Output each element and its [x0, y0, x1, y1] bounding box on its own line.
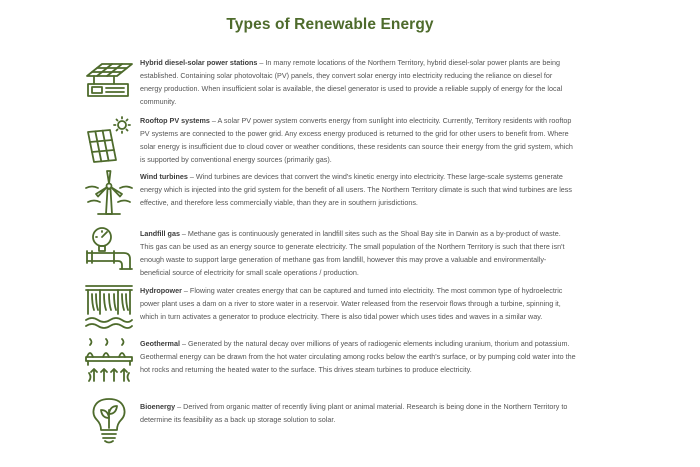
- energy-entry-heading: Hydropower: [140, 286, 182, 295]
- page-title: Types of Renewable Energy: [226, 16, 434, 33]
- energy-entry-body: – A solar PV power system converts energy from sunlight into electricity. Currently, Territory residents with rooftop PV systems are connected to the power grid. Any excess energy produced is returned to the grid for other users to benefit from. Where solar energy is insufficient due to cloud cover or weather conditions, these residents can source their energy from the grid system, which is supported by conventional energy sources (primarily gas).: [140, 116, 573, 164]
- energy-entry-text: [140, 171, 576, 210]
- energy-entry-body: – In many remote locations of the Northern Territory, hybrid diesel-solar power plants are being established. Containing solar photovoltaic (PV) panels, they convert solar energy into electricity reducing the reliance on diesel for energy production. When insufficient solar is available, the diesel generator is used to provide a reliable supply of energy for the local community.: [140, 58, 563, 106]
- rooftop-solar-panel-icon: [84, 116, 134, 166]
- geothermal-plant-icon: [84, 335, 134, 385]
- energy-entry-text: [140, 115, 576, 167]
- energy-entry-text: [140, 338, 576, 377]
- energy-entry-heading: Geothermal: [140, 339, 180, 348]
- energy-entry-text: [140, 285, 576, 324]
- energy-entry-heading: Landfill gas: [140, 229, 180, 238]
- energy-entry-body: – Generated by the natural decay over millions of years of radiogenic elements including uranium, thorium and potassium. Geothermal energy can be drawn from the hot water circulating among rocks below the earth's surface, or by pumping cold water into the hot rocks and returning the heated water to the surface. This drives steam turbines to produce electricity.: [140, 339, 576, 374]
- energy-entry-heading: Bioenergy: [140, 402, 176, 411]
- energy-entry-body: – Flowing water creates energy that can be captured and turned into electricity. The most common type of hydroelectric power plant uses a dam on a river to store water in a reservoir. Water released from the reservoir flows through a turbine, spinning it, which in turn activates a generator to produce electricity. There is also tidal power which uses tides and waves in a similar way.: [140, 286, 563, 321]
- energy-entry-text: [140, 57, 576, 109]
- bioenergy-bulb-leaf-icon: [84, 396, 134, 446]
- energy-entry-text: [140, 228, 576, 280]
- wind-turbine-icon: [84, 168, 134, 218]
- hydro-dam-icon: [84, 280, 134, 330]
- energy-entry-heading: Hybrid diesel-solar power stations: [140, 58, 258, 67]
- energy-entry-body: – Wind turbines are devices that convert the wind's kinetic energy into electricity. These large-scale systems generate energy which is injected into the grid system for the benefit of all users. The Northern Territory climate is such that wind turbines are less effective, and therefore less commercially viable, than they are in southern jurisdictions.: [140, 172, 572, 207]
- energy-entry-body: – Derived from organic matter of recently living plant or animal material. Research is being done in the Northern Territory to determine its feasibility as a back up storage solution to solar.: [140, 402, 568, 424]
- energy-entry-heading: Rooftop PV systems: [140, 116, 210, 125]
- energy-entry-heading: Wind turbines: [140, 172, 188, 181]
- energy-entry-text: [140, 401, 576, 427]
- energy-entry-body: – Methane gas is continuously generated in landfill sites such as the Shoal Bay site in Darwin as a by-product of waste. This gas can be used as an energy source to generate electricity. The small population of the Northern Territory is such that there isn't enough waste to support large generation of methane gas from landfill, however this may prove a valuable and environmentally-beneficial source of electricity for small scale operations / production.: [140, 229, 565, 277]
- solar-power-station-icon: [84, 56, 134, 106]
- landfill-gas-gauge-icon: [84, 225, 134, 275]
